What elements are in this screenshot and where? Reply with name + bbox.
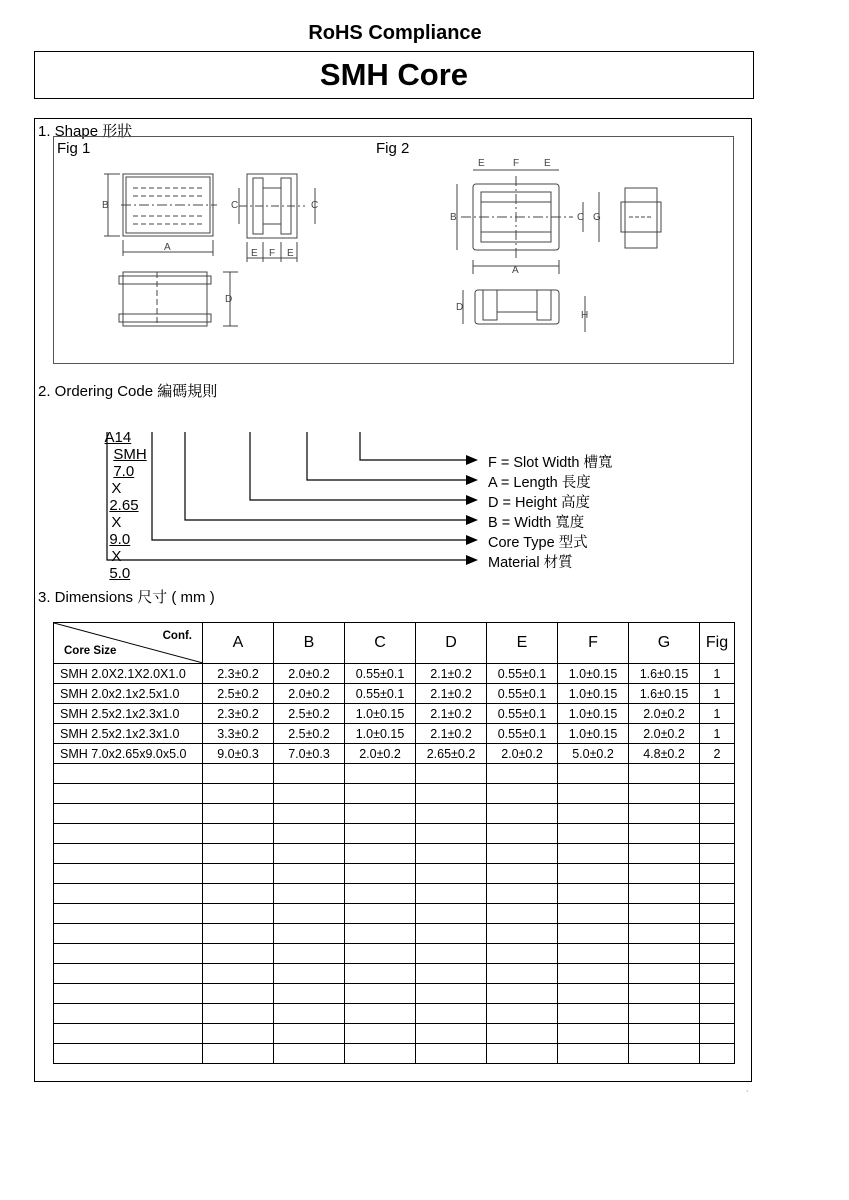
empty-cell	[203, 924, 274, 944]
core-size-cell: SMH 7.0x2.65x9.0x5.0	[54, 744, 203, 764]
empty-cell	[54, 764, 203, 784]
empty-table-row	[54, 864, 735, 884]
fig1-dim-d: D	[225, 294, 233, 305]
empty-cell	[345, 824, 416, 844]
empty-cell	[487, 924, 558, 944]
empty-cell	[487, 884, 558, 904]
empty-cell	[416, 784, 487, 804]
empty-cell	[274, 1004, 345, 1024]
empty-cell	[558, 864, 629, 884]
empty-cell	[54, 904, 203, 924]
empty-cell	[629, 1044, 700, 1064]
col-header: C	[345, 623, 416, 664]
empty-cell	[416, 1044, 487, 1064]
table-row	[54, 704, 735, 724]
code-sep-3: X	[111, 548, 122, 565]
empty-cell	[345, 1004, 416, 1024]
empty-cell	[487, 1044, 558, 1064]
dimension-cell: 2.1±0.2	[416, 704, 487, 724]
empty-cell	[345, 844, 416, 864]
fig1-dim-f: F	[269, 248, 276, 259]
empty-cell	[203, 864, 274, 884]
empty-cell	[345, 904, 416, 924]
dimension-cell: 2.0±0.2	[629, 704, 700, 724]
empty-cell	[416, 1024, 487, 1044]
empty-cell	[54, 824, 203, 844]
empty-cell	[629, 944, 700, 964]
empty-table-row	[54, 784, 735, 804]
dimension-cell: 2.0±0.2	[274, 664, 345, 684]
fig1-label: Fig 1	[57, 140, 91, 157]
empty-cell	[203, 1044, 274, 1064]
dimension-cell: 4.8±0.2	[629, 744, 700, 764]
empty-cell	[416, 864, 487, 884]
empty-cell	[274, 764, 345, 784]
empty-table-row	[54, 964, 735, 984]
empty-cell	[416, 844, 487, 864]
empty-cell	[700, 864, 735, 884]
fig2-dim-f: F	[513, 158, 520, 169]
dimension-cell: 1	[700, 704, 735, 724]
legend-length: A = Length 長度	[488, 475, 591, 491]
fig1-dim-c-right: C	[311, 200, 319, 211]
core-size-cell: SMH 2.5x2.1x2.3x1.0	[54, 704, 203, 724]
empty-table-row	[54, 764, 735, 784]
empty-cell	[700, 904, 735, 924]
code-length: 9.0	[109, 531, 131, 548]
empty-cell	[558, 1044, 629, 1064]
empty-cell	[274, 904, 345, 924]
empty-cell	[487, 904, 558, 924]
empty-cell	[558, 884, 629, 904]
col-header: B	[274, 623, 345, 664]
empty-cell	[345, 804, 416, 824]
fig1-dim-e-left: E	[251, 248, 258, 259]
dimension-cell: 2.1±0.2	[416, 664, 487, 684]
dimension-cell: 2.65±0.2	[416, 744, 487, 764]
empty-cell	[416, 944, 487, 964]
dimension-cell: 2.5±0.2	[274, 724, 345, 744]
col-header: F	[558, 623, 629, 664]
empty-cell	[54, 844, 203, 864]
empty-cell	[558, 1024, 629, 1044]
table-row	[54, 684, 735, 704]
empty-cell	[54, 864, 203, 884]
empty-cell	[54, 784, 203, 804]
code-height: 2.65	[109, 497, 139, 514]
empty-cell	[345, 784, 416, 804]
empty-cell	[274, 984, 345, 1004]
empty-cell	[416, 824, 487, 844]
dimension-cell: 0.55±0.1	[345, 664, 416, 684]
empty-cell	[203, 824, 274, 844]
empty-cell	[487, 804, 558, 824]
fig1-dim-b: B	[102, 200, 109, 211]
empty-cell	[345, 924, 416, 944]
code-sep-1: X	[111, 480, 122, 497]
col-header: A	[203, 623, 274, 664]
col-header: E	[487, 623, 558, 664]
dimension-cell: 2.0±0.2	[487, 744, 558, 764]
empty-table-row	[54, 984, 735, 1004]
empty-cell	[54, 804, 203, 824]
empty-table-row	[54, 904, 735, 924]
ordering-heading: 2. Ordering Code 編碼規則	[38, 383, 218, 400]
empty-cell	[629, 884, 700, 904]
empty-cell	[558, 924, 629, 944]
dimension-cell: 1	[700, 724, 735, 744]
empty-table-row	[54, 884, 735, 904]
empty-cell	[629, 804, 700, 824]
empty-cell	[558, 964, 629, 984]
empty-cell	[558, 984, 629, 1004]
empty-table-row	[54, 944, 735, 964]
empty-table-row	[54, 824, 735, 844]
empty-cell	[629, 904, 700, 924]
corner-cell	[54, 623, 203, 664]
empty-cell	[345, 764, 416, 784]
legend-core-type: Core Type 型式	[488, 535, 588, 551]
empty-cell	[487, 984, 558, 1004]
fig2-dim-e-right: E	[544, 158, 551, 169]
corner-conf-label: Conf.	[162, 630, 192, 642]
empty-table-row	[54, 924, 735, 944]
empty-cell	[274, 784, 345, 804]
empty-cell	[629, 764, 700, 784]
dimension-cell: 1	[700, 684, 735, 704]
empty-cell	[416, 764, 487, 784]
empty-cell	[203, 764, 274, 784]
empty-cell	[416, 884, 487, 904]
empty-cell	[487, 1024, 558, 1044]
dimension-cell: 0.55±0.1	[487, 684, 558, 704]
empty-cell	[487, 864, 558, 884]
empty-cell	[629, 864, 700, 884]
empty-cell	[558, 824, 629, 844]
core-size-cell: SMH 2.0x2.1x2.5x1.0	[54, 684, 203, 704]
dimension-cell: 1.0±0.15	[345, 724, 416, 744]
empty-cell	[629, 844, 700, 864]
empty-cell	[487, 944, 558, 964]
dimension-cell: 1.0±0.15	[558, 724, 629, 744]
code-slot-width: 5.0	[109, 565, 131, 582]
empty-cell	[700, 764, 735, 784]
empty-cell	[54, 944, 203, 964]
empty-cell	[203, 884, 274, 904]
empty-cell	[558, 784, 629, 804]
empty-cell	[629, 964, 700, 984]
code-sep-2: X	[111, 514, 122, 531]
empty-cell	[54, 884, 203, 904]
empty-cell	[629, 784, 700, 804]
dimensions-heading: 3. Dimensions 尺寸 ( mm )	[38, 589, 215, 606]
empty-cell	[274, 944, 345, 964]
empty-cell	[203, 804, 274, 824]
code-core-type: SMH	[113, 446, 147, 463]
dimension-cell: 0.55±0.1	[487, 664, 558, 684]
col-header: Fig	[700, 623, 735, 664]
code-material: A14	[104, 429, 132, 446]
col-header: D	[416, 623, 487, 664]
dimension-cell: 1.6±0.15	[629, 664, 700, 684]
dimension-cell: 3.3±0.2	[203, 724, 274, 744]
empty-cell	[558, 804, 629, 824]
empty-cell	[345, 1024, 416, 1044]
dimension-cell: 1.0±0.15	[558, 664, 629, 684]
empty-cell	[54, 924, 203, 944]
empty-cell	[700, 884, 735, 904]
empty-cell	[487, 764, 558, 784]
empty-cell	[558, 904, 629, 924]
dimension-cell: 7.0±0.3	[274, 744, 345, 764]
dimension-cell: 2.3±0.2	[203, 704, 274, 724]
fig2-dim-g: G	[593, 212, 601, 223]
dimension-cell: 2.5±0.2	[274, 704, 345, 724]
page-mark: ,	[746, 1084, 749, 1093]
dimension-cell: 0.55±0.1	[487, 724, 558, 744]
empty-cell	[487, 964, 558, 984]
empty-cell	[203, 944, 274, 964]
dimension-cell: 1.6±0.15	[629, 684, 700, 704]
empty-cell	[700, 784, 735, 804]
corner-core-size-label: Core Size	[64, 645, 117, 657]
empty-cell	[700, 844, 735, 864]
empty-cell	[274, 924, 345, 944]
empty-cell	[274, 964, 345, 984]
empty-cell	[345, 884, 416, 904]
dimension-cell: 1.0±0.15	[558, 704, 629, 724]
empty-cell	[416, 924, 487, 944]
empty-cell	[274, 824, 345, 844]
legend-height: D = Height 高度	[488, 495, 590, 511]
empty-cell	[203, 904, 274, 924]
fig1-dim-a: A	[164, 242, 171, 253]
empty-cell	[700, 1044, 735, 1064]
empty-cell	[700, 964, 735, 984]
empty-cell	[203, 844, 274, 864]
empty-cell	[416, 1004, 487, 1024]
legend-slot-width: F = Slot Width 槽寬	[488, 455, 613, 471]
empty-cell	[54, 1044, 203, 1064]
empty-cell	[345, 944, 416, 964]
empty-table-row	[54, 1044, 735, 1064]
empty-cell	[700, 984, 735, 1004]
empty-cell	[629, 984, 700, 1004]
fig2-dim-h: H	[581, 310, 589, 321]
empty-cell	[700, 804, 735, 824]
table-row	[54, 744, 735, 764]
legend-width: B = Width 寬度	[488, 515, 585, 531]
empty-cell	[558, 844, 629, 864]
empty-cell	[700, 944, 735, 964]
empty-table-row	[54, 804, 735, 824]
table-row	[54, 724, 735, 744]
dimensions-table	[53, 622, 735, 1064]
empty-cell	[629, 1004, 700, 1024]
empty-cell	[416, 904, 487, 924]
dimension-cell: 0.55±0.1	[345, 684, 416, 704]
empty-cell	[416, 964, 487, 984]
empty-cell	[203, 784, 274, 804]
fig2-label: Fig 2	[376, 140, 410, 157]
empty-cell	[416, 984, 487, 1004]
empty-cell	[558, 764, 629, 784]
dimension-cell: 2.1±0.2	[416, 724, 487, 744]
empty-cell	[629, 1024, 700, 1044]
dimension-cell: 5.0±0.2	[558, 744, 629, 764]
empty-cell	[345, 864, 416, 884]
fig2-dim-d: D	[456, 302, 464, 313]
dimension-cell: 2.5±0.2	[203, 684, 274, 704]
empty-table-row	[54, 844, 735, 864]
empty-cell	[487, 824, 558, 844]
dimension-cell: 2	[700, 744, 735, 764]
empty-cell	[487, 784, 558, 804]
dimension-cell: 1.0±0.15	[345, 704, 416, 724]
empty-cell	[629, 924, 700, 944]
core-size-cell: SMH 2.0X2.1X2.0X1.0	[54, 664, 203, 684]
dimension-cell: 2.1±0.2	[416, 684, 487, 704]
fig2-dim-b: B	[450, 212, 457, 223]
empty-cell	[487, 1004, 558, 1024]
dimension-cell: 1.0±0.15	[558, 684, 629, 704]
empty-cell	[274, 804, 345, 824]
corner-diagonal	[54, 623, 203, 663]
empty-table-row	[54, 1024, 735, 1044]
dimension-cell: 9.0±0.3	[203, 744, 274, 764]
empty-cell	[54, 964, 203, 984]
code-width: 7.0	[113, 463, 135, 480]
empty-cell	[700, 1024, 735, 1044]
empty-cell	[203, 1024, 274, 1044]
fig1-dim-c-left: C	[231, 200, 239, 211]
empty-cell	[345, 964, 416, 984]
fig2-dim-e-left: E	[478, 158, 485, 169]
empty-cell	[416, 804, 487, 824]
table-header-row	[54, 623, 735, 664]
dimension-cell: 1	[700, 664, 735, 684]
fig1-dim-e-right: E	[287, 248, 294, 259]
dimension-cell: 0.55±0.1	[487, 704, 558, 724]
empty-cell	[274, 1024, 345, 1044]
empty-cell	[203, 984, 274, 1004]
table-row	[54, 664, 735, 684]
empty-cell	[203, 964, 274, 984]
empty-cell	[54, 1004, 203, 1024]
empty-cell	[700, 824, 735, 844]
empty-table-row	[54, 1004, 735, 1024]
empty-cell	[274, 864, 345, 884]
empty-cell	[345, 984, 416, 1004]
core-size-cell: SMH 2.5x2.1x2.3x1.0	[54, 724, 203, 744]
dimension-cell: 2.0±0.2	[345, 744, 416, 764]
legend-material: Material 材質	[488, 555, 573, 571]
empty-cell	[274, 884, 345, 904]
table-body	[54, 664, 735, 1064]
fig2-dim-c: C	[577, 212, 585, 223]
empty-cell	[54, 984, 203, 1004]
empty-cell	[54, 1024, 203, 1044]
col-header: G	[629, 623, 700, 664]
empty-cell	[274, 1044, 345, 1064]
header-title: RoHS Compliance	[308, 22, 482, 44]
empty-cell	[558, 1004, 629, 1024]
dimension-cell: 2.0±0.2	[629, 724, 700, 744]
empty-cell	[274, 844, 345, 864]
dimension-cell: 2.3±0.2	[203, 664, 274, 684]
empty-cell	[629, 824, 700, 844]
empty-cell	[345, 1044, 416, 1064]
empty-cell	[700, 1004, 735, 1024]
empty-cell	[700, 924, 735, 944]
empty-cell	[487, 844, 558, 864]
product-title: SMH Core	[319, 57, 469, 92]
fig2-dim-a: A	[512, 265, 519, 276]
empty-cell	[203, 1004, 274, 1024]
empty-cell	[558, 944, 629, 964]
dimension-cell: 2.0±0.2	[274, 684, 345, 704]
shape-heading: 1. Shape 形狀	[38, 123, 133, 140]
